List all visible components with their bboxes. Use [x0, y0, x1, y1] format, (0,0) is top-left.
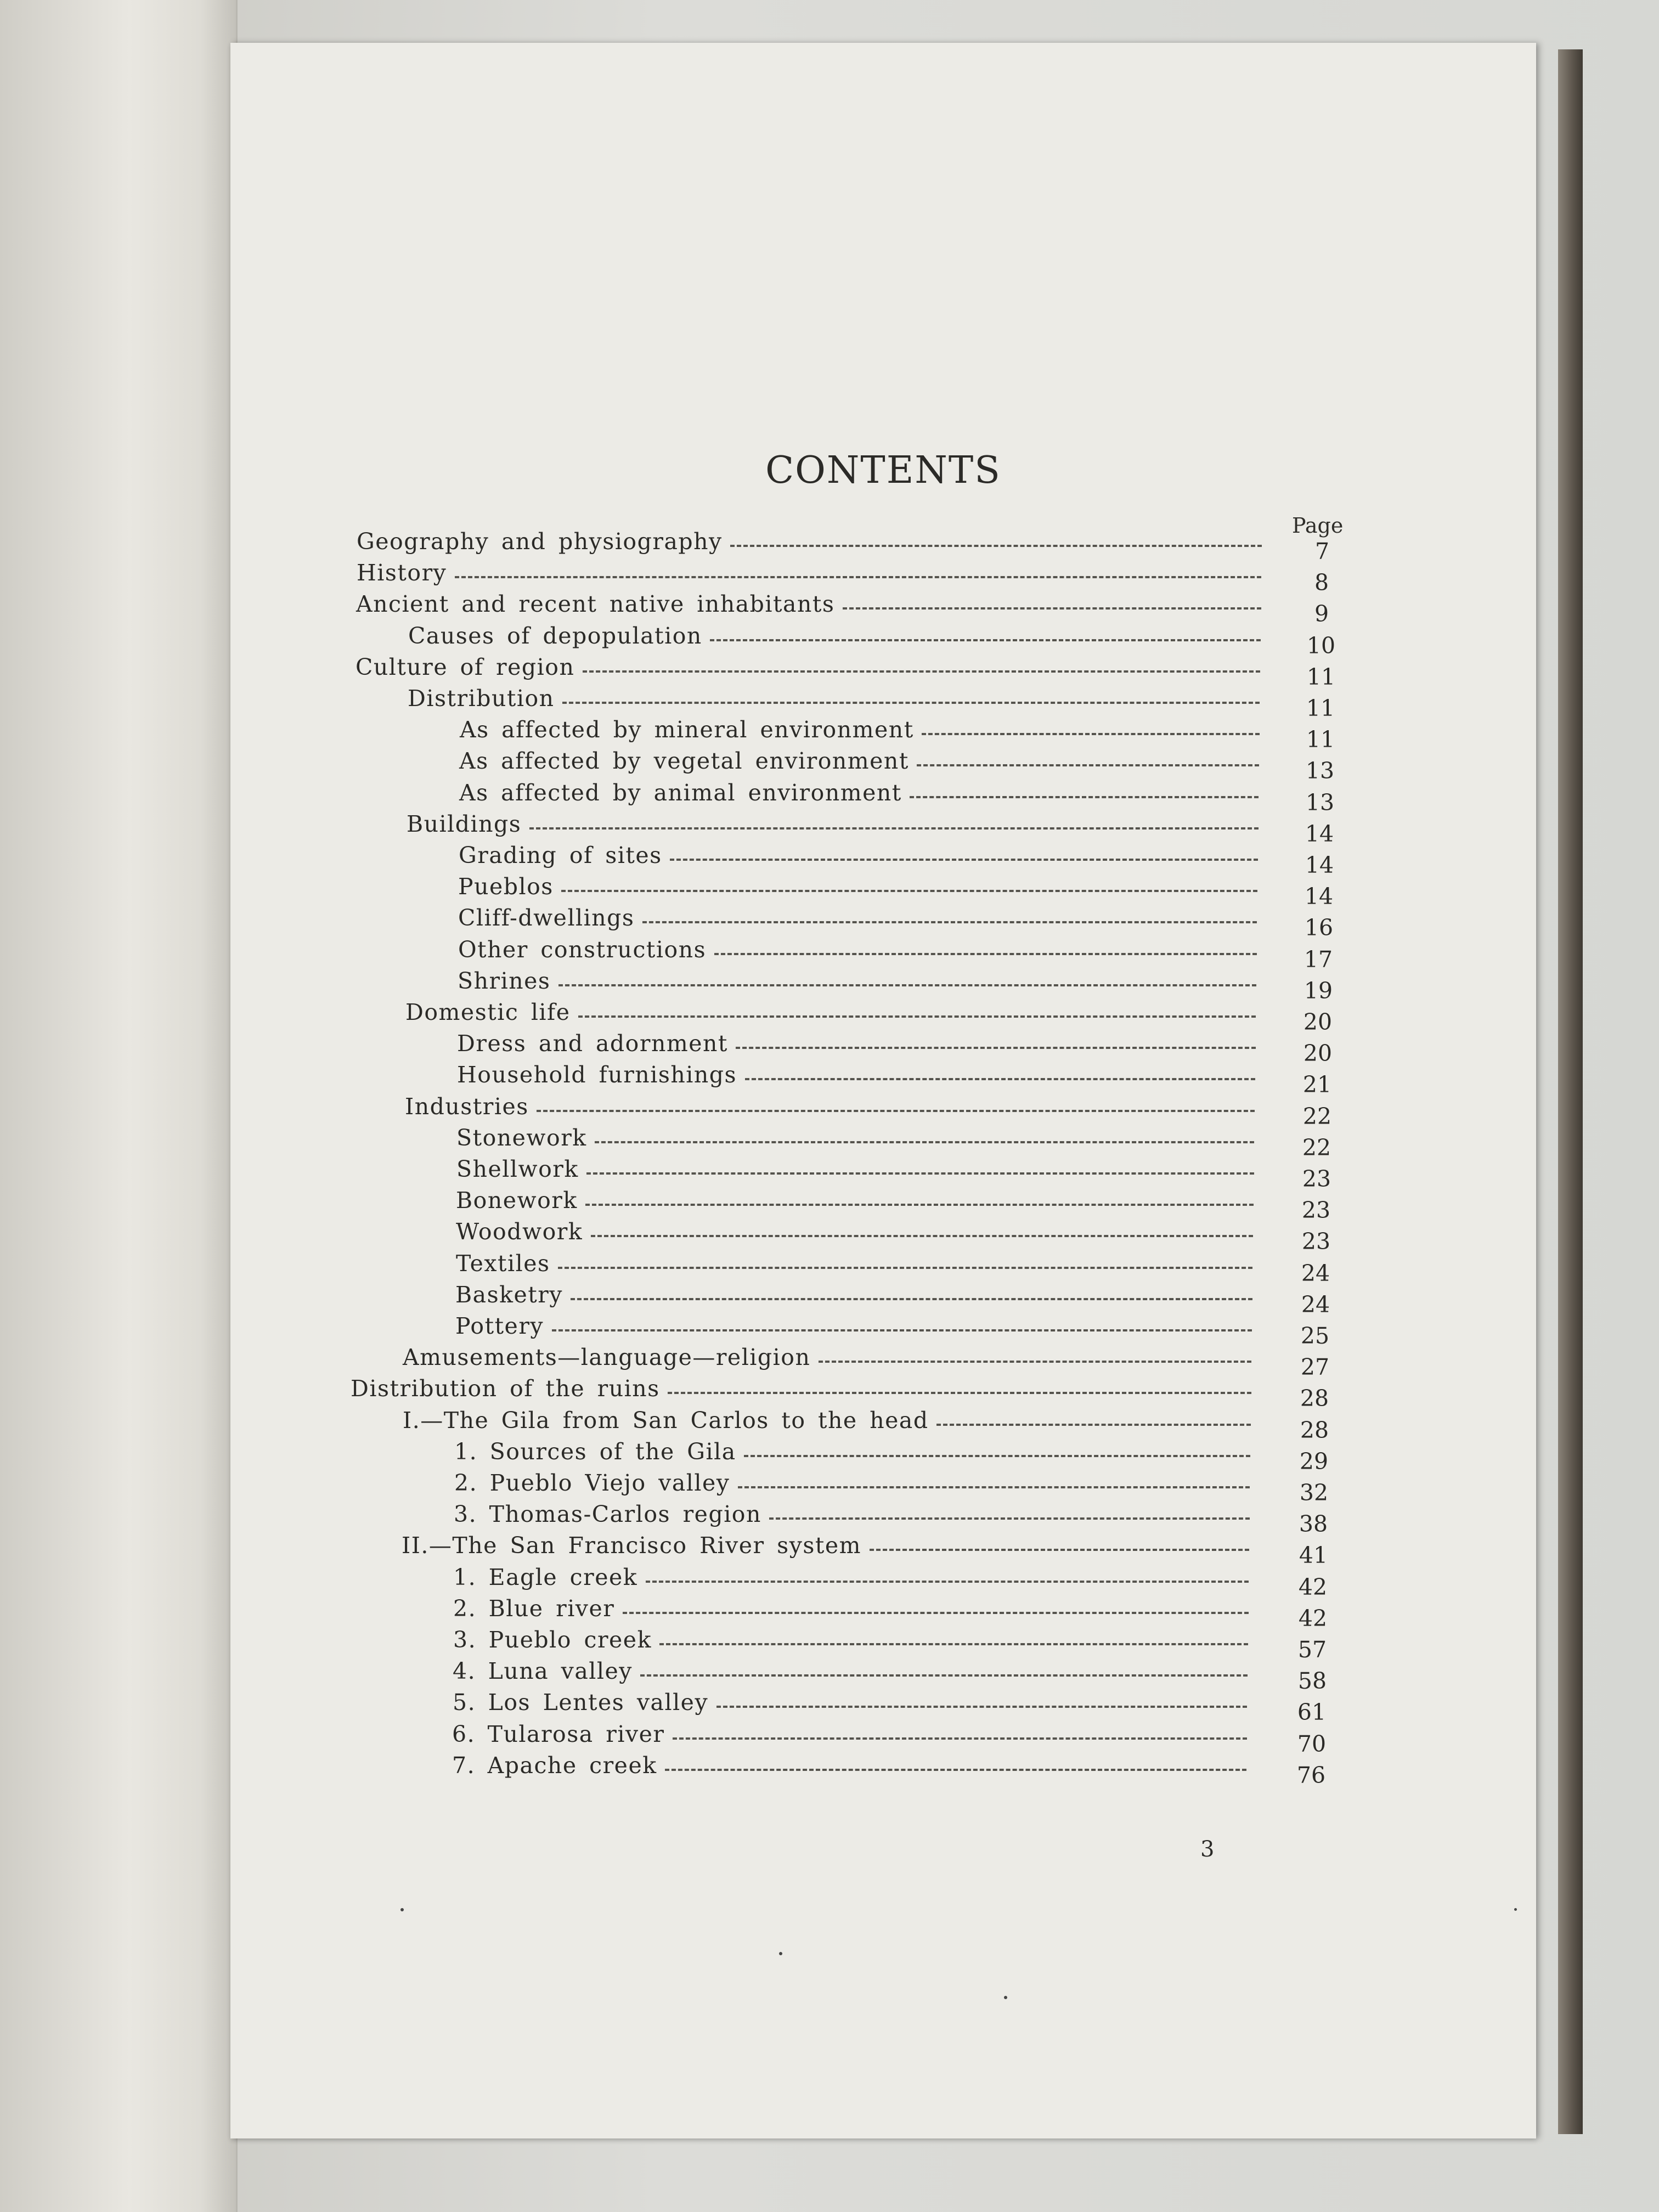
left-page-edge — [0, 0, 238, 2212]
toc-entry — [459, 748, 1345, 785]
toc-entry-page: 23 — [1301, 1197, 1331, 1224]
toc-entry-page: 41 — [1299, 1542, 1328, 1569]
dot-leader — [730, 545, 1262, 547]
toc-entry-title: 1. Eagle creek — [453, 1564, 638, 1590]
toc-entry-title: 2. Blue river — [453, 1595, 615, 1622]
toc-entry — [405, 999, 1342, 1035]
toc-entry-page: 24 — [1301, 1291, 1330, 1318]
toc-entry — [407, 810, 1344, 847]
toc-entry-page: 42 — [1298, 1605, 1328, 1632]
toc-entry-page: 61 — [1297, 1699, 1327, 1726]
toc-entry-title: 3. Thomas-Carlos region — [454, 1501, 761, 1528]
toc-entry — [408, 685, 1345, 721]
toc-entry — [454, 1470, 1339, 1506]
toc-entry-page: 14 — [1305, 852, 1334, 878]
toc-entry — [455, 1313, 1340, 1349]
toc-entry-title: Amusements—language—religion — [403, 1344, 811, 1371]
paper-speck — [1514, 1908, 1517, 1911]
paper-speck — [400, 1908, 404, 1911]
toc-entry — [458, 873, 1344, 910]
dot-leader — [917, 764, 1259, 766]
dot-leader — [668, 1392, 1251, 1394]
toc-entry-page: 11 — [1306, 726, 1335, 753]
toc-entry — [458, 967, 1343, 1004]
toc-entry-title: Pottery — [455, 1313, 544, 1339]
dot-leader — [670, 859, 1258, 861]
toc-entry-title: Pueblos — [458, 873, 554, 900]
toc-entry — [408, 622, 1346, 659]
dot-leader — [558, 1267, 1252, 1269]
toc-entry-page: 22 — [1302, 1103, 1332, 1130]
toc-entry-title: 4. Luna valley — [453, 1658, 633, 1685]
dot-leader — [591, 1235, 1253, 1237]
toc-entry-page: 11 — [1306, 695, 1335, 721]
toc-entry-page: 14 — [1304, 883, 1334, 910]
toc-entry-page: 70 — [1297, 1730, 1327, 1757]
toc-entry — [456, 1250, 1340, 1286]
toc-entry-title: 7. Apache creek — [452, 1752, 657, 1779]
toc-entry-title: As affected by mineral environment — [460, 716, 914, 743]
toc-entry-page: 57 — [1297, 1637, 1327, 1663]
dot-leader — [843, 607, 1261, 610]
toc-entry — [459, 779, 1345, 816]
dot-leader — [642, 921, 1257, 923]
toc-entry — [453, 1564, 1338, 1600]
toc-entry-page: 16 — [1304, 915, 1334, 941]
toc-entry-page: 20 — [1303, 1009, 1333, 1035]
toc-entry-title: II.—The San Francisco River system — [402, 1532, 862, 1559]
toc-entry — [458, 905, 1344, 941]
toc-entry-title: Geography and physiography — [357, 528, 723, 555]
toc-entry-title: History — [357, 560, 447, 586]
toc-entry-page: 42 — [1298, 1573, 1328, 1600]
toc-entry-page: 58 — [1297, 1668, 1327, 1695]
dot-leader — [586, 1172, 1254, 1175]
toc-entry-title: Grading of sites — [459, 842, 662, 868]
toc-entry — [453, 1627, 1337, 1663]
toc-entry — [452, 1752, 1336, 1788]
dot-leader — [744, 1455, 1250, 1457]
toc-entry — [454, 1438, 1339, 1475]
dot-leader — [716, 1706, 1247, 1708]
toc-entry — [457, 1030, 1342, 1067]
toc-entry-title: Stonework — [456, 1124, 587, 1151]
toc-entry-title: 3. Pueblo creek — [453, 1627, 652, 1653]
toc-entry-title: Ancient and recent native inhabitants — [356, 591, 835, 618]
dot-leader — [910, 796, 1259, 798]
toc-entry-page: 20 — [1303, 1040, 1333, 1067]
toc-entry-title: 6. Tularosa river — [452, 1720, 665, 1747]
dot-leader — [537, 1110, 1255, 1112]
toc-entry — [456, 1124, 1341, 1161]
toc-entry — [460, 716, 1345, 753]
toc-entry-page: 29 — [1299, 1448, 1329, 1475]
toc-entry-title: Woodwork — [456, 1218, 583, 1245]
toc-entry — [452, 1720, 1336, 1757]
toc-entry-title: I.—The Gila from San Carlos to the head — [403, 1407, 929, 1434]
toc-entry-title: Other constructions — [458, 936, 707, 963]
toc-entry-title: 2. Pueblo Viejo valley — [454, 1470, 730, 1496]
dot-leader — [736, 1047, 1256, 1049]
toc-entry — [403, 1407, 1339, 1443]
toc-entry — [456, 1187, 1341, 1224]
dot-leader — [578, 1015, 1256, 1018]
toc-entry — [454, 1501, 1338, 1538]
dot-leader — [769, 1517, 1250, 1520]
page-title: CONTENTS — [765, 449, 1001, 492]
toc-entry-title: Distribution of the ruins — [351, 1375, 660, 1402]
toc-entry-page: 23 — [1301, 1228, 1331, 1255]
paper-speck — [779, 1952, 782, 1955]
dot-leader — [819, 1361, 1251, 1363]
toc-entry-page: 22 — [1302, 1134, 1331, 1161]
dot-leader — [870, 1549, 1249, 1551]
dot-leader — [571, 1298, 1252, 1300]
toc-entry-page: 7 — [1314, 538, 1330, 565]
dot-leader — [623, 1612, 1249, 1614]
toc-entry-page: 28 — [1300, 1385, 1329, 1412]
toc-entry-title: Bonework — [456, 1187, 578, 1214]
dot-leader — [665, 1769, 1246, 1771]
toc-entry — [456, 1156, 1341, 1192]
toc-entry — [457, 1062, 1342, 1098]
dot-leader — [673, 1737, 1247, 1740]
toc-entry-title: Shrines — [458, 967, 551, 994]
toc-entry-title: Cliff-dwellings — [458, 905, 635, 932]
dot-leader — [558, 984, 1256, 986]
toc-entry-page: 8 — [1314, 569, 1329, 596]
toc-entry-title: As affected by animal environment — [459, 779, 902, 806]
dot-leader — [595, 1141, 1254, 1143]
dot-leader — [562, 702, 1260, 704]
book-cover-edge — [1558, 49, 1583, 2134]
toc-entry — [351, 1375, 1339, 1412]
toc-entry — [357, 528, 1347, 565]
dot-leader — [585, 1204, 1254, 1206]
toc-entry-page: 19 — [1304, 977, 1333, 1004]
toc-entry-title: Causes of depopulation — [408, 622, 702, 649]
toc-entry-page: 24 — [1301, 1260, 1330, 1286]
page-number: 3 — [1200, 1837, 1215, 1862]
dot-leader — [455, 576, 1261, 578]
dot-leader — [640, 1674, 1248, 1677]
toc-entry-title: Dress and adornment — [457, 1030, 728, 1057]
toc-entry-title: Distribution — [408, 685, 555, 712]
toc-entry — [405, 1093, 1342, 1130]
page-column-header: Page — [1292, 514, 1344, 538]
dot-leader — [714, 953, 1257, 955]
toc-entry — [356, 591, 1346, 628]
toc-entry-page: 25 — [1300, 1323, 1330, 1349]
toc-entry — [456, 1218, 1341, 1255]
toc-entry — [453, 1689, 1336, 1726]
dot-leader — [710, 639, 1261, 641]
toc-entry-page: 17 — [1304, 946, 1333, 973]
toc-entry-title: Culture of region — [356, 653, 575, 680]
toc-entry — [455, 1281, 1340, 1318]
toc-entry-page: 10 — [1306, 632, 1336, 659]
toc-entry — [453, 1595, 1338, 1632]
dot-leader — [561, 890, 1257, 892]
toc-entry — [402, 1532, 1338, 1569]
toc-entry-page: 27 — [1300, 1354, 1330, 1381]
toc-entry-title: 5. Los Lentes valley — [453, 1689, 709, 1716]
dot-leader — [583, 670, 1260, 673]
dot-leader — [936, 1424, 1251, 1426]
toc-entry-title: Industries — [405, 1093, 529, 1120]
paper-speck — [1004, 1996, 1007, 1999]
dot-leader — [552, 1329, 1252, 1331]
toc-entry-page: 38 — [1299, 1511, 1328, 1538]
toc-entry-page: 32 — [1299, 1480, 1329, 1506]
dot-leader — [646, 1581, 1249, 1583]
toc-entry-page: 14 — [1305, 820, 1334, 847]
toc-entry-title: Buildings — [407, 810, 522, 837]
dot-leader — [738, 1486, 1250, 1488]
dot-leader — [745, 1078, 1255, 1080]
toc-entry-page: 23 — [1302, 1166, 1331, 1192]
toc-entry-page: 13 — [1305, 789, 1335, 816]
dot-leader — [659, 1643, 1248, 1645]
toc-entry-page: 9 — [1314, 601, 1329, 628]
table-of-contents — [230, 43, 1536, 2138]
toc-entry — [458, 936, 1343, 973]
toc-entry-title: Basketry — [455, 1281, 563, 1308]
toc-entry-page: 28 — [1300, 1417, 1329, 1443]
dot-leader — [922, 733, 1260, 735]
toc-entry — [453, 1658, 1337, 1695]
toc-entry-page: 21 — [1302, 1071, 1332, 1098]
toc-entry-title: 1. Sources of the Gila — [454, 1438, 736, 1465]
toc-entry — [459, 842, 1344, 878]
toc-entry-page: 11 — [1306, 663, 1336, 690]
toc-entry-title: Shellwork — [456, 1156, 579, 1182]
toc-entry — [357, 560, 1346, 596]
toc-entry-page: 13 — [1305, 758, 1335, 785]
toc-entry-title: As affected by vegetal environment — [459, 748, 909, 775]
toc-entry — [356, 653, 1346, 690]
toc-entry-title: Household furnishings — [457, 1062, 737, 1088]
toc-entry-page: 76 — [1296, 1762, 1326, 1788]
dot-leader — [529, 827, 1259, 830]
toc-entry — [403, 1344, 1340, 1381]
toc-entry-title: Domestic life — [405, 999, 571, 1025]
book-page — [230, 43, 1536, 2138]
toc-entry-title: Textiles — [456, 1250, 550, 1277]
